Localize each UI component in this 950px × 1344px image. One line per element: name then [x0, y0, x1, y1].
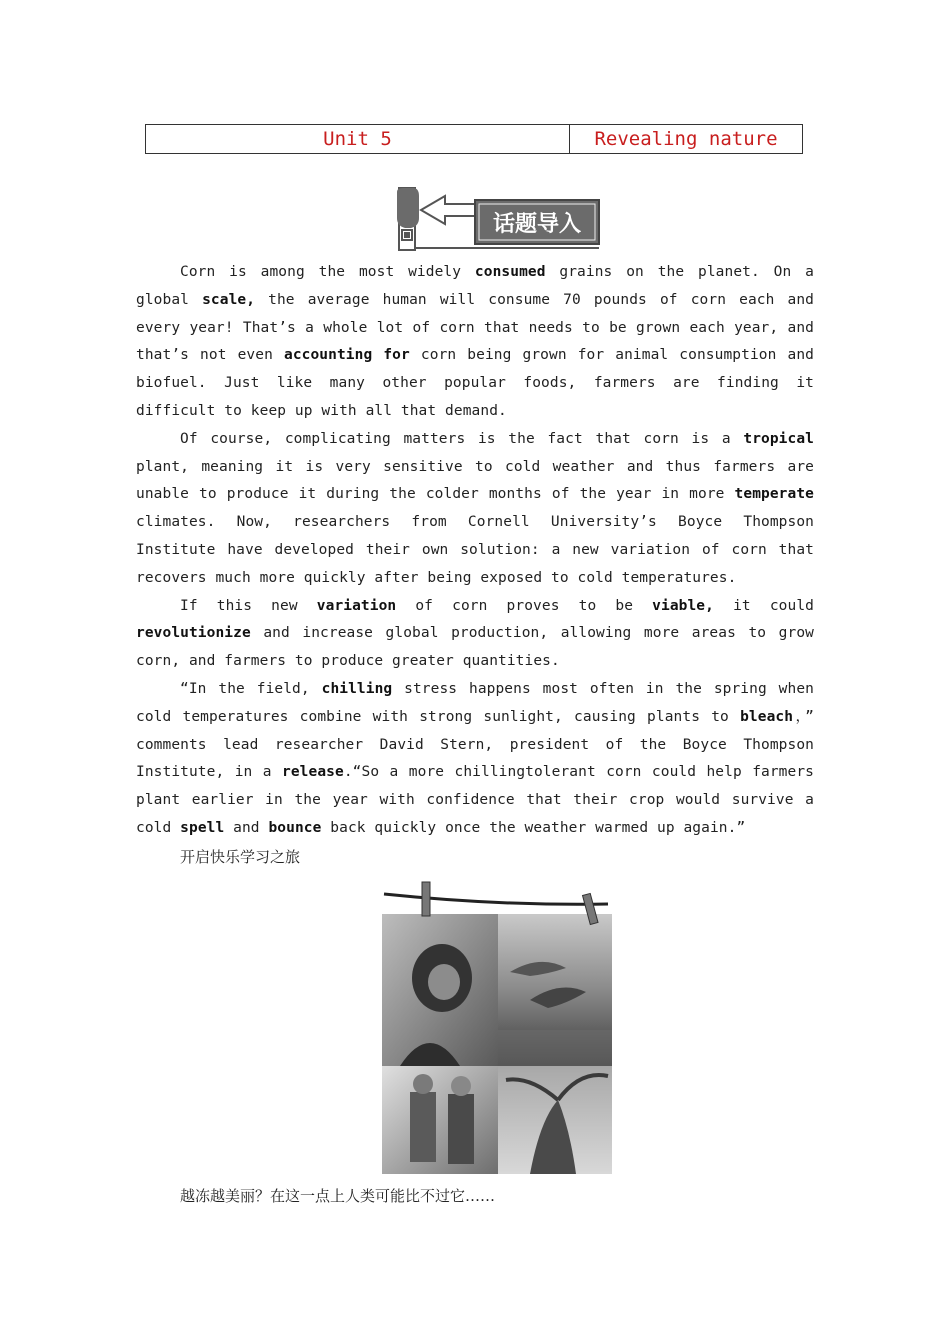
- text-span: the average human will consume 70 pounds of corn each and every year! That’s a whole lot of corn that needs to be grown each year, and that’s not even: [136, 291, 815, 364]
- keyword: release: [282, 764, 344, 781]
- keyword: consumed: [474, 264, 546, 280]
- topic-banner: [393, 186, 603, 256]
- text-span: and increase global production, allowing more areas to grow corn, and farmers to produce greater quantities.: [136, 625, 814, 670]
- text-span: corn being grown for animal consumption and biofuel. Just like many other popular foods, farmers are finding it difficult to keep up with all that demand.: [136, 347, 814, 419]
- text-span: of corn proves to be: [396, 597, 653, 614]
- text-span: climates. Now, researchers from Cornell University’s Boyce Thompson Institute have developed their own solution: a new variation of corn that recovers much more quickly after being exposed to cold temperatures.: [136, 514, 814, 586]
- keyword: accounting for: [283, 347, 410, 364]
- title-table: [145, 124, 803, 154]
- section-label: 开启快乐学习之旅: [180, 848, 301, 866]
- keyword: revolutionize: [136, 625, 251, 642]
- keyword: viable,: [652, 597, 714, 614]
- keyword: temperate: [734, 486, 814, 503]
- paragraph-4: [136, 676, 814, 843]
- pointing-hand-icon: [393, 186, 603, 256]
- photo-collage: [380, 880, 612, 1176]
- text-span: ，” comments lead researcher David Stern, president of the Boyce Thompson Institute, in a: [136, 708, 814, 781]
- paragraph-2: [136, 426, 814, 593]
- paragraph-3: [136, 593, 814, 676]
- keyword: spell: [180, 819, 225, 836]
- unit-label: Unit 5: [146, 125, 570, 153]
- article: [136, 259, 814, 843]
- keyword: chilling: [321, 680, 393, 697]
- text-span: .“So a more chillingtolerant corn could help farmers plant earlier in the year with confidence that their crop would survive a cold: [136, 764, 814, 836]
- keyword: scale,: [202, 291, 256, 308]
- unit-title: Revealing nature: [594, 128, 778, 150]
- keyword: tropical: [743, 430, 814, 447]
- text-span: back quickly once the weather warmed up again.”: [321, 819, 746, 836]
- text-span: and: [224, 819, 269, 836]
- banner-label: 话题导入: [492, 212, 582, 237]
- paragraph-1: [136, 259, 814, 426]
- keyword: bleach: [740, 708, 794, 725]
- text-span: plant, meaning it is very sensitive to cold weather and thus farmers are unable to produce it during the colder months of the year in more: [136, 458, 814, 503]
- text-span: Corn is among the most widely: [180, 264, 475, 280]
- text-span: Of course, complicating matters is the fact that corn is a: [180, 430, 744, 447]
- keyword: bounce: [268, 819, 322, 836]
- text-span: stress happens most often in the spring when cold temperatures combine with strong sunlight, causing plants to: [136, 680, 814, 725]
- text-span: grains on the planet. On a global: [136, 264, 814, 308]
- text-span: If this new: [180, 597, 317, 614]
- image-caption: 越冻越美丽？在这一点上人类可能比不过它……: [180, 1187, 496, 1205]
- keyword: variation: [316, 597, 397, 614]
- text-span: it could: [713, 597, 814, 614]
- text-span: “In the field,: [180, 680, 322, 697]
